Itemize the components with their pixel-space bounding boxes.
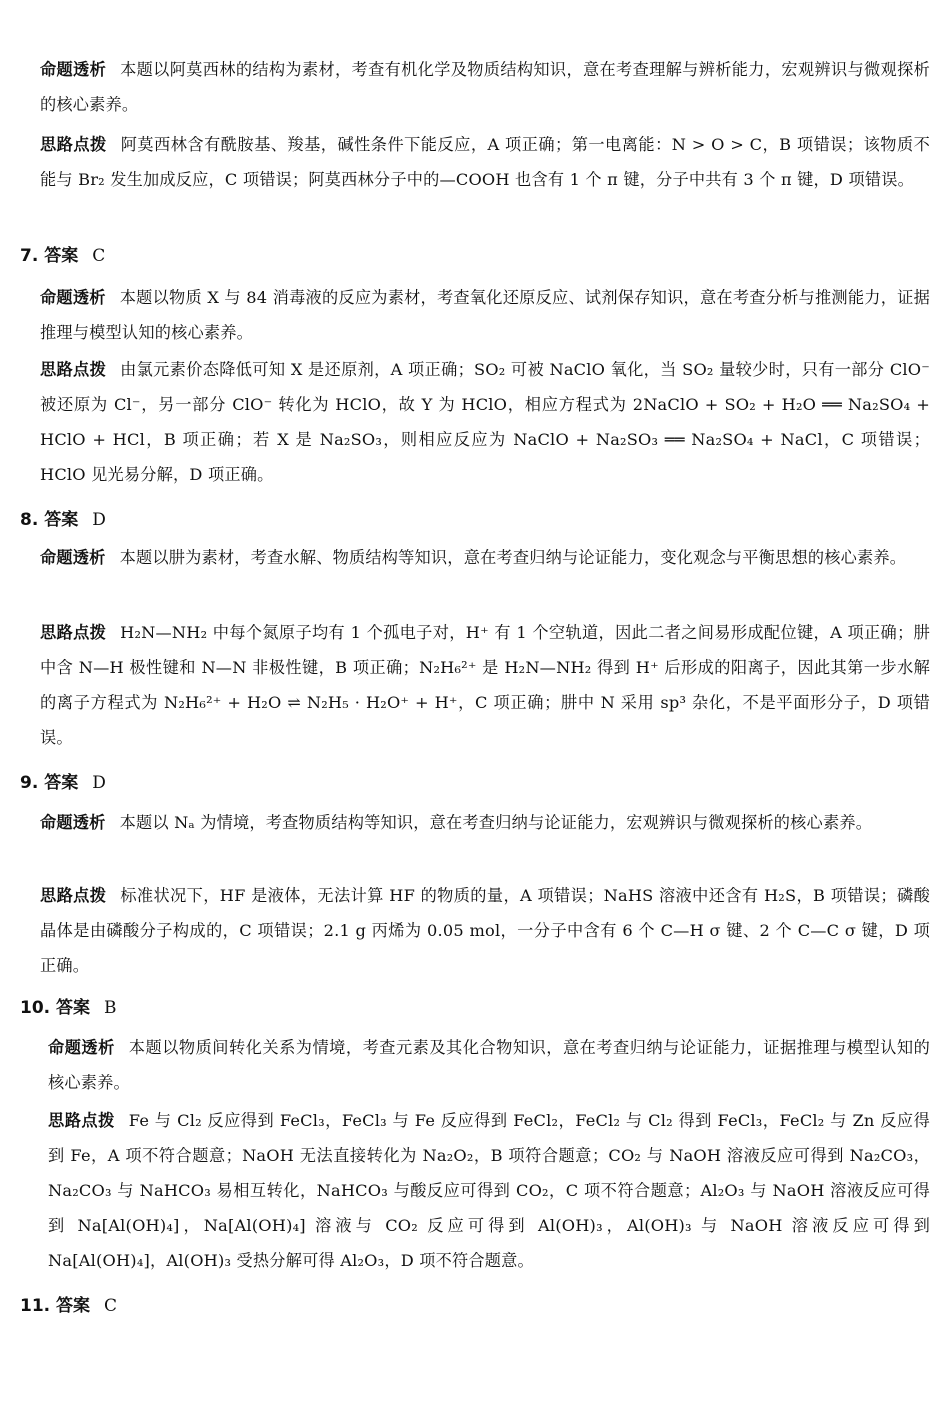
q7-analysis [40, 352, 930, 492]
q10-number: 10. 答案 [20, 998, 91, 1018]
q9-purpose-text: 本题以 Nₐ 为情境，考查物质结构等知识，意在考查归纳与论证能力，宏观辨识与微观探析的核心素养。 [119, 813, 873, 832]
q11-answer: C [104, 1296, 118, 1316]
q11-header [20, 1292, 117, 1320]
q9-analysis-text: 标准状况下，HF 是液体，无法计算 HF 的物质的量，A 项错误；NaHS 溶液中还含有 H₂S，B 项错误；磷酸晶体是由磷酸分子构成的，C 项错误；2.1 g 丙烯为 0.05 mol，一分子中含有 6 个 C—H σ 键、2 个 C—C σ 键，D 项正确。 [40, 886, 930, 975]
q9-purpose-label: 命题透析 [40, 813, 106, 832]
q6-analysis [40, 127, 930, 197]
q8-answer: D [92, 510, 106, 530]
q9-header [20, 769, 106, 797]
q10-answer: B [104, 998, 117, 1018]
q8-purpose [40, 540, 930, 575]
q9-analysis-label: 思路点拨 [40, 886, 107, 905]
q10-header [20, 994, 117, 1022]
q11-number: 11. 答案 [20, 1296, 91, 1316]
q6-purpose-label: 命题透析 [40, 60, 107, 79]
q8-purpose-text: 本题以肼为素材，考查水解、物质结构等知识，意在考查归纳与论证能力，变化观念与平衡思想的核心素养。 [119, 548, 907, 567]
q6-purpose-text: 本题以阿莫西林的结构为素材，考查有机化学及物质结构知识，意在考查理解与辨析能力，宏观辨识与微观探析的核心素养。 [40, 60, 930, 114]
q8-purpose-label: 命题透析 [40, 548, 106, 567]
q7-analysis-text: 由氯元素价态降低可知 X 是还原剂，A 项正确；SO₂ 可被 NaClO 氧化，当 SO₂ 量较少时，只有一部分 ClO⁻ 被还原为 Cl⁻，另一部分 ClO⁻ 转化为 HClO，故 Y 为 HClO，相应方程式为 2NaClO + SO₂ + H₂O ══ Na₂SO₄ + HClO + HCl，B 项正确；若 X 是 Na₂SO₃，则相应反应为 NaClO + Na₂SO₃ ══ Na₂SO₄ + NaCl，C 项错误；HClO 见光易分解，D 项正确。 [40, 360, 930, 484]
q10-purpose [48, 1030, 930, 1100]
q7-header [20, 242, 105, 270]
q8-analysis-label: 思路点拨 [40, 623, 107, 642]
q6-purpose [40, 52, 930, 122]
q9-purpose [40, 805, 930, 840]
q10-analysis-label: 思路点拨 [48, 1111, 115, 1130]
q6-analysis-label: 思路点拨 [40, 135, 107, 154]
q9-number: 9. 答案 [20, 773, 79, 793]
q6-analysis-text: 阿莫西林含有酰胺基、羧基，碱性条件下能反应，A 项正确；第一电离能：N > O > C，B 项错误；该物质不能与 Br₂ 发生加成反应，C 项错误；阿莫西林分子中的—COOH 也含有 1 个 π 键，分子中共有 3 个 π 键，D 项错误。 [40, 135, 930, 189]
q7-purpose-label: 命题透析 [40, 288, 106, 307]
q7-number: 7. 答案 [20, 246, 79, 266]
q10-purpose-label: 命题透析 [48, 1038, 115, 1057]
q10-analysis [48, 1103, 930, 1278]
q8-analysis [40, 615, 930, 755]
q8-analysis-text: H₂N—NH₂ 中每个氮原子均有 1 个孤电子对，H⁺ 有 1 个空轨道，因此二者之间易形成配位键，A 项正确；肼中含 N—H 极性键和 N—N 非极性键，B 项正确；N₂H₆²⁺ 是 H₂N—NH₂ 得到 H⁺ 后形成的阳离子，因此其第一步水解的离子方程式为 N₂H₆²⁺ + H₂O ⇌ N₂H₅ · H₂O⁺ + H⁺，C 项正确；肼中 N 采用 sp³ 杂化，不是平面形分子，D 项错误。 [40, 623, 930, 747]
q7-purpose-text: 本题以物质 X 与 84 消毒液的反应为素材，考查氧化还原反应、试剂保存知识，意在考查分析与推测能力，证据推理与模型认知的核心素养。 [40, 288, 930, 342]
q10-purpose-text: 本题以物质间转化关系为情境，考查元素及其化合物知识，意在考查归纳与论证能力，证据推理与模型认知的核心素养。 [48, 1038, 930, 1092]
q10-analysis-text: Fe 与 Cl₂ 反应得到 FeCl₃，FeCl₃ 与 Fe 反应得到 FeCl₂，FeCl₂ 与 Cl₂ 得到 FeCl₃，FeCl₂ 与 Zn 反应得到 Fe，A 项不符合题意；NaOH 无法直接转化为 Na₂O₂，B 项符合题意；CO₂ 与 NaOH 溶液反应可得到 Na₂CO₃，Na₂CO₃ 与 NaHCO₃ 易相互转化，NaHCO₃ 与酸反应可得到 CO₂，C 项不符合题意；Al₂O₃ 与 NaOH 溶液反应可得到 Na[Al(OH)₄]，Na[Al(OH)₄] 溶液与 CO₂ 反应可得到 Al(OH)₃，Al(OH)₃ 与 NaOH 溶液反应可得到 Na[Al(OH)₄]，Al(OH)₃ 受热分解可得 Al₂O₃，D 项不符合题意。 [48, 1111, 930, 1270]
q9-answer: D [92, 773, 106, 793]
q7-purpose [40, 280, 930, 350]
q7-answer: C [92, 246, 106, 266]
q7-analysis-label: 思路点拨 [40, 360, 107, 379]
q9-analysis [40, 878, 930, 983]
q8-header [20, 506, 106, 534]
q8-number: 8. 答案 [20, 510, 79, 530]
